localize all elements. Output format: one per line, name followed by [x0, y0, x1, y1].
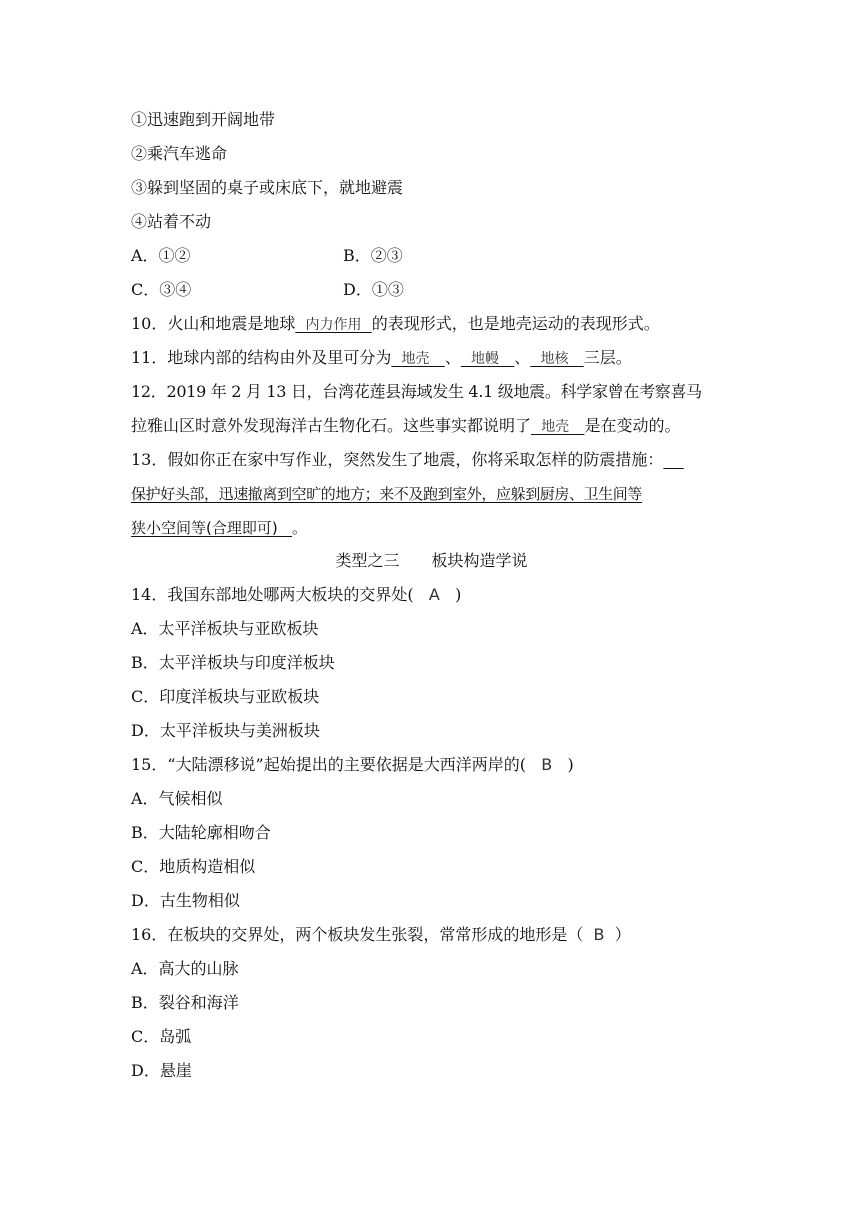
q16-close-gap	[605, 925, 615, 944]
q13-end: 。	[292, 519, 308, 537]
q10-tail: 的表现形式，也是地壳运动的表现形式。	[371, 314, 660, 333]
q15-close: )	[567, 755, 574, 774]
q13-answer-part-1: 保护好头部，迅速撤离到空旷的地方；来不及跑到室外，应躲到厨房、卫生间等	[131, 485, 643, 503]
q14-stem: 14．我国东部地处哪两大板块的交界处(	[131, 585, 414, 604]
q16-option-a: A．高大的山脉	[131, 959, 239, 978]
q14-option-b: B．太平洋板块与印度洋板块	[131, 653, 335, 672]
q15-stem-line	[131, 755, 732, 775]
q14-option-c: C．印度洋板块与亚欧板块	[131, 687, 320, 706]
q13-stem: 13．假如你正在家中写作业，突然发生了地震，你将采取怎样的防震措施：	[131, 450, 664, 469]
q13-line-1	[131, 450, 732, 470]
q14-close: )	[455, 585, 462, 604]
q11-sep-2: 、	[514, 348, 531, 367]
section-heading: 类型之三 板块构造学说	[335, 551, 528, 570]
q16-option-b: B．裂谷和海洋	[131, 993, 239, 1012]
q13-answer-line-3	[131, 518, 732, 538]
q15-option-a: A．气候相似	[131, 789, 223, 808]
q10-blank	[295, 314, 371, 333]
q16-answer-gap	[583, 925, 593, 944]
q13-answer-part-2	[131, 519, 292, 537]
q9-item-2: ②乘汽车逃命	[131, 144, 228, 163]
q11-blank-3	[530, 348, 583, 367]
q14-answer-gap	[414, 585, 429, 604]
q16-stem: 16．在板块的交界处，两个板块发生张裂，常常形成的地形是（	[131, 925, 584, 944]
q11-answer-2: 地幔	[471, 351, 499, 367]
q16-option-c: C．岛弧	[131, 1027, 192, 1046]
q10-blank-tail	[362, 314, 372, 333]
q10-line	[131, 314, 732, 335]
q14-stem-line	[131, 585, 732, 605]
q11-answer-3: 地核	[540, 351, 569, 367]
q13-answer-line-2	[131, 484, 732, 504]
q15-option-c: C．地质构造相似	[131, 857, 256, 876]
q12-tail: 是在变动的。	[584, 416, 681, 435]
q9-options-row-1	[131, 246, 732, 266]
q10-blank-lead	[295, 314, 305, 333]
q9-item-1: ①迅速跑到开阔地带	[131, 110, 276, 129]
q16-close: ）	[614, 925, 631, 944]
q11-blank-1	[391, 348, 444, 367]
q9-option-c: C．③④	[131, 280, 192, 299]
q15-answer: B	[541, 755, 553, 774]
q9-option-d: D．①③	[343, 280, 404, 299]
q16-option-d: D．悬崖	[131, 1061, 192, 1080]
q12-line-1: 12．2019 年 2 月 13 日，台湾花莲县海域发生 4.1 级地震。科学家曾在考察喜马	[131, 382, 702, 401]
q11-line	[131, 348, 732, 369]
q9-item-3: ③躲到坚固的桌子或床底下，就地避震	[131, 178, 404, 197]
q12-blank	[531, 416, 584, 435]
q11-blank-2	[461, 348, 514, 367]
q16-stem-line	[131, 925, 732, 945]
q9-option-b: B．②③	[343, 246, 403, 265]
q16-answer: B	[593, 925, 605, 944]
q12-stem: 拉雅山区时意外发现海洋古生物化石。这些事实都说明了	[131, 416, 532, 435]
q12-answer: 地壳	[541, 419, 570, 435]
q10-stem: 10．火山和地震是地球	[131, 314, 296, 333]
q14-answer: A	[428, 585, 440, 604]
q9-option-a: A．①②	[131, 246, 191, 265]
q9-options-row-2	[131, 280, 732, 300]
q12-line-2	[131, 416, 732, 437]
q11-stem: 11．地球内部的结构由外及里可分为	[131, 348, 392, 367]
q15-option-d: D．古生物相似	[131, 891, 240, 910]
q15-option-b: B．大陆轮廓相吻合	[131, 823, 271, 842]
q11-answer-1: 地壳	[401, 351, 430, 367]
q9-item-4: ④站着不动	[131, 212, 212, 231]
q11-sep-1: 、	[444, 348, 461, 367]
q11-tail: 三层。	[583, 348, 632, 367]
q14-option-d: D．太平洋板块与美洲板块	[131, 721, 320, 740]
q14-option-a: A．太平洋板块与亚欧板块	[131, 619, 319, 638]
q15-close-gap	[552, 755, 567, 774]
q13-answer-text-2: 狭小空间等(合理即可)	[131, 519, 278, 537]
q15-stem: 15．“大陆漂移说”起始提出的主要依据是大西洋两岸的(	[131, 755, 526, 774]
q10-answer: 内力作用	[305, 317, 362, 333]
q14-close-gap	[440, 585, 455, 604]
q13-blank-start	[663, 450, 683, 469]
q15-answer-gap	[526, 755, 541, 774]
